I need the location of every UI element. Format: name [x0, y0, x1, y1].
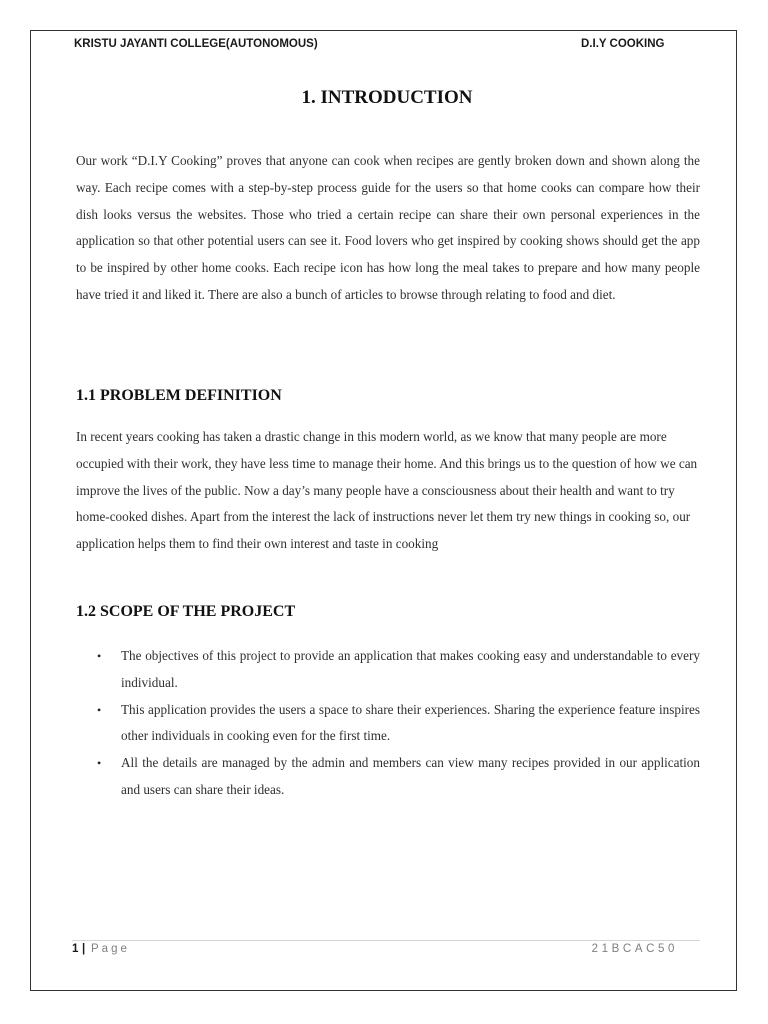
- footer-course-code: 21BCAC50: [591, 943, 678, 955]
- footer-divider: [72, 940, 700, 941]
- scope-bullet-text: This application provides the users a space to share their experiences. Sharing the experience feature inspires other individuals in cooking even for the first time.: [121, 701, 700, 744]
- footer-separator: |: [82, 943, 86, 955]
- header-college-name: KRISTU JAYANTI COLLEGE(AUTONOMOUS): [74, 38, 318, 50]
- header-project-name: D.I.Y COOKING: [581, 38, 665, 50]
- scope-bullet-item: [76, 697, 700, 751]
- bullet-icon: •: [97, 649, 102, 663]
- problem-definition-paragraph: In recent years cooking has taken a drastic change in this modern world, as we know that many people are more occupied with their work, they have less time to manage their home. And this brings us to the question of how we can improve the lives of the public. Now a day’s many people have a consciousness about their health and want to try home-cooked dishes. Apart from the interest the lack of instructions never let them try new things in cooking so, our application helps them to find their own interest and taste in cooking: [76, 429, 698, 552]
- scope-bullet-text: The objectives of this project to provide an application that makes cooking easy and understandable to every individual.: [121, 648, 700, 690]
- footer-page-label: Page: [91, 943, 130, 955]
- section-heading-scope: 1.2 SCOPE OF THE PROJECT: [76, 603, 296, 620]
- bullet-icon: •: [97, 702, 102, 717]
- scope-bullet-item: [76, 643, 700, 697]
- scope-bullet-text: All the details are managed by the admin and members can view many recipes provided in our application and users can share their ideas.: [121, 755, 700, 797]
- footer-page-number: 1: [72, 943, 79, 955]
- section-heading-problem-definition: 1.1 PROBLEM DEFINITION: [76, 387, 282, 404]
- page-header: [74, 38, 668, 54]
- intro-paragraph: Our work “D.I.Y Cooking” proves that anyone can cook when recipes are gently broken down and shown along the way. Each recipe comes with a step-by-step process guide for the users so that home cooks can compare how their dish looks versus the websites. Those who tried a certain recipe can share their own personal experiences in the application so that other potential users can see it. Food lovers who get inspired by cooking shows should get the app to be inspired by other home cooks. Each recipe icon has how long the meal takes to prepare and how many people have tried it and liked it. There are also a bunch of articles to browse through relating to food and diet.: [76, 153, 700, 302]
- scope-bullet-item: [76, 750, 700, 804]
- scope-bullet-list: [76, 643, 700, 804]
- chapter-title: 1. INTRODUCTION: [301, 87, 473, 108]
- bullet-icon: •: [97, 756, 102, 771]
- page-footer: [72, 943, 700, 959]
